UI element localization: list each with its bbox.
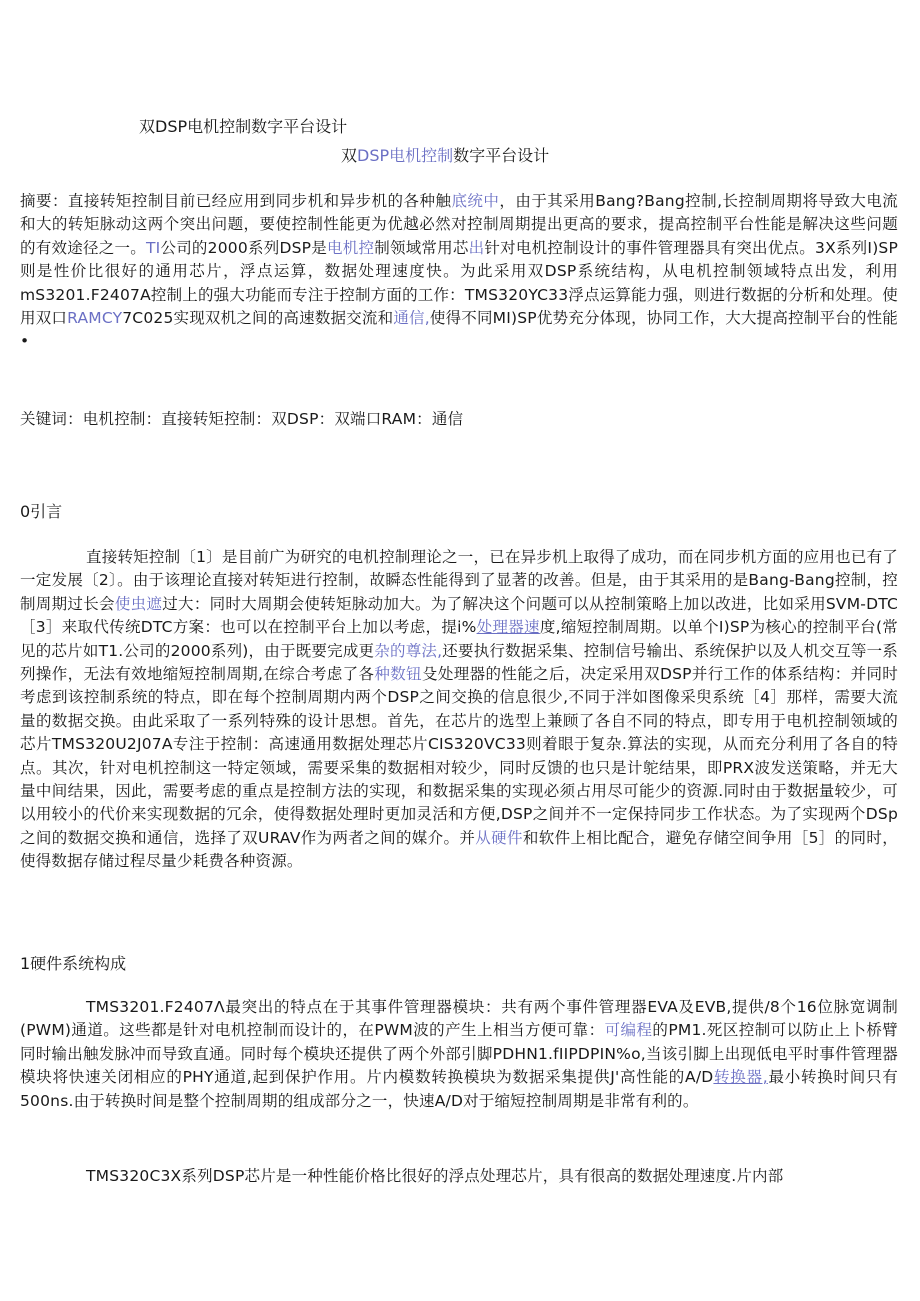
section-1-text: 的PM1.死区控制可以防止上卜桥臂同时输出触发脉冲而导致直通。同时每个模块还提供了两个外部引脚PDHN1.fIIPDPIN%o,当该引脚上出现低电平时事件管理器模块将快速关闭相应的PHY通道,起到保护作用。片内模数转换模块为数据采集提供J'高性能的A/D xyxy=(20,1021,898,1087)
section-0-text: 殳处理器的性能之后，决定采用双DSP并行工作的体系结构：并同时考虑到该控制系统的特点，即在每个控制周期内两个DSP之间交换的信息很少,不同于泮如图像采臾系统［4］那样，需要大流量的数据交换。由此采取了一系列特殊的设计思想。首先，在芯片的选型上兼顾了各自不同的特点，即专用于电机控制领域的芯片TMS320U2J07A专注于控制：高速通用数据处理芯片CIS320VC33则着眼于复杂.算法的实现，从而充分利用了各自的特点。其次，针对电机控制这一特定领域，需要采集的数据相对较少，同时反馈的也只是计鸵结果，即PRX波发送策略，并无大量中间结果，因此，需要考虑的重点是控制方法的实现，和数据采集的实现必须占用尽可能少的资源.同时由于数据量较少，可以用较小的代价来实现数据的冗余，使得数据处理时更加灵活和方便,DSP之间并不一定保持同步工作状态。为了实现两个DSp之间的数据交换和通信，选择了双URAV作为两者之间的媒介。并 xyxy=(20,665,899,847)
section-0-link[interactable]: 从硬件 xyxy=(475,828,523,847)
section-0-text: 度,缩短控制周期。以单个I)SP为核心的控制平台(常见的芯片如T1.公司的2000系列)，由于既要完成更 xyxy=(20,618,898,660)
abstract-text: ，由于其采用Bang?Bang控制,长控制周期将导致大电流和大的转矩脉动这两个突出问题，要使控制性能更为优越必然对控制周期提出更高的要求，提高控制平台性能是解决这些问题的有效途径之一。 xyxy=(20,192,898,257)
document-title-small: 双DSP电机控制数字平台设计 xyxy=(139,117,348,136)
section-1-paragraph-2: TMS320C3X系列DSP芯片是一种性能价格比很好的浮点处理芯片，具有很高的数据处理速度.片内部 xyxy=(86,1167,784,1185)
section-0-text: 过大：同时大周期会使转矩脉动加大。为了解决这个问题可以从控制策略上加以改进，比如采用SVM-DTC［3］来取代传统DTC方案：也可以在控制平台上加以考虑，提i% xyxy=(20,594,898,637)
abstract-link[interactable]: 出 xyxy=(468,238,485,257)
abstract-text: 针对电机控制设计的事件管理器具有突出优点。3X系列I)SP则是性价比很好的通用芯片，浮点运算，数据处理速度快。为此采用双DSP系统结构，从电机控制领域特点出发，利用mS3201.F2407A控制上的强大功能而专注于控制方面的工作：TMS320YC33浮点运算能力强，则进行数据的分析和处理。使用双口 xyxy=(20,238,899,328)
section-0-text: 直接转矩控制〔1〕是目前广为研究的电机控制理论之一，已在异步机上取得了成功，而在同步机方面的应用也已有了一定发展〔2〕。由于该理论直接对转矩进行控制，故瞬态性能得到了显著的改善。但是，由于其采用的是Bang-Bang控制，控制周期过长会 xyxy=(20,548,898,613)
abstract-link[interactable]: 底统中 xyxy=(451,192,500,210)
title-main-link-motor-control[interactable]: 电机控制 xyxy=(389,146,454,165)
section-0-link[interactable]: 使虫遮 xyxy=(114,594,163,613)
abstract-text: 7C025实现双机之间的高速数据交流和 xyxy=(122,309,394,328)
section-1-link[interactable]: 转换器, xyxy=(713,1068,768,1087)
section-0-link[interactable]: 处理器速 xyxy=(476,618,540,637)
section-0-paragraph xyxy=(20,546,898,874)
section-0-link[interactable]: 种数钮 xyxy=(374,665,422,684)
section-0-heading: 0引言 xyxy=(20,502,63,521)
title-main-part: 双 xyxy=(341,146,358,165)
title-main-link-dsp[interactable]: DSP xyxy=(357,146,390,165)
abstract-link[interactable]: RAMCY xyxy=(67,309,123,328)
title-main-part: 数字平台设计 xyxy=(453,146,550,165)
section-1-link[interactable]: 可编程 xyxy=(604,1021,653,1040)
abstract-text: 摘要：直接转矩控制目前已经应用到同步机和异步机的各种触 xyxy=(20,192,452,210)
section-0-text: 和软件上相比配合，避免存储空间争用［5］的同时，使得数据存储过程尽量少耗费各种资源。 xyxy=(20,828,898,871)
abstract-text: 制领域常用芯 xyxy=(374,238,469,257)
section-1-paragraph xyxy=(20,996,898,1113)
abstract-text: 使得不同MI)SP优势充分体现，协同工作，大大提高控制平台的性能• xyxy=(20,309,898,351)
section-0-text: 还要执行数据采集、控制信号输出、系统保护以及人机交互等一系列操作，无法有效地缩短控制周期,在综合考虑了各 xyxy=(20,641,898,684)
section-1-text: TMS3201.F2407Λ最突出的特点在于其事件管理器模块：共有两个事件管理器EVA及EVB,提供/8个16位脉宽调制(PWM)通道。这些都是针对电机控制而设计的，在PWM波的产生上相当方便可靠： xyxy=(20,998,898,1040)
abstract-link[interactable]: TI xyxy=(145,238,161,257)
abstract-link[interactable]: 电机控 xyxy=(326,238,375,257)
section-1-heading: 1硬件系统构成 xyxy=(20,954,127,973)
section-1-text: 最小转换时间只有500ns.由于转换时间是整个控制周期的组成部分之一，快速A/D对于缩短控制周期是非常有利的。 xyxy=(20,1068,898,1110)
abstract-link[interactable]: 通信, xyxy=(393,309,430,328)
abstract-text: 公司的2000系列DSP是 xyxy=(160,238,327,257)
section-0-link[interactable]: 杂的尊法, xyxy=(374,641,443,660)
keywords-line: 关键词：电机控制：直接转矩控制：双DSP：双端口RAM：通信 xyxy=(20,410,464,428)
abstract-paragraph xyxy=(20,190,898,354)
document-title-main xyxy=(341,145,549,167)
